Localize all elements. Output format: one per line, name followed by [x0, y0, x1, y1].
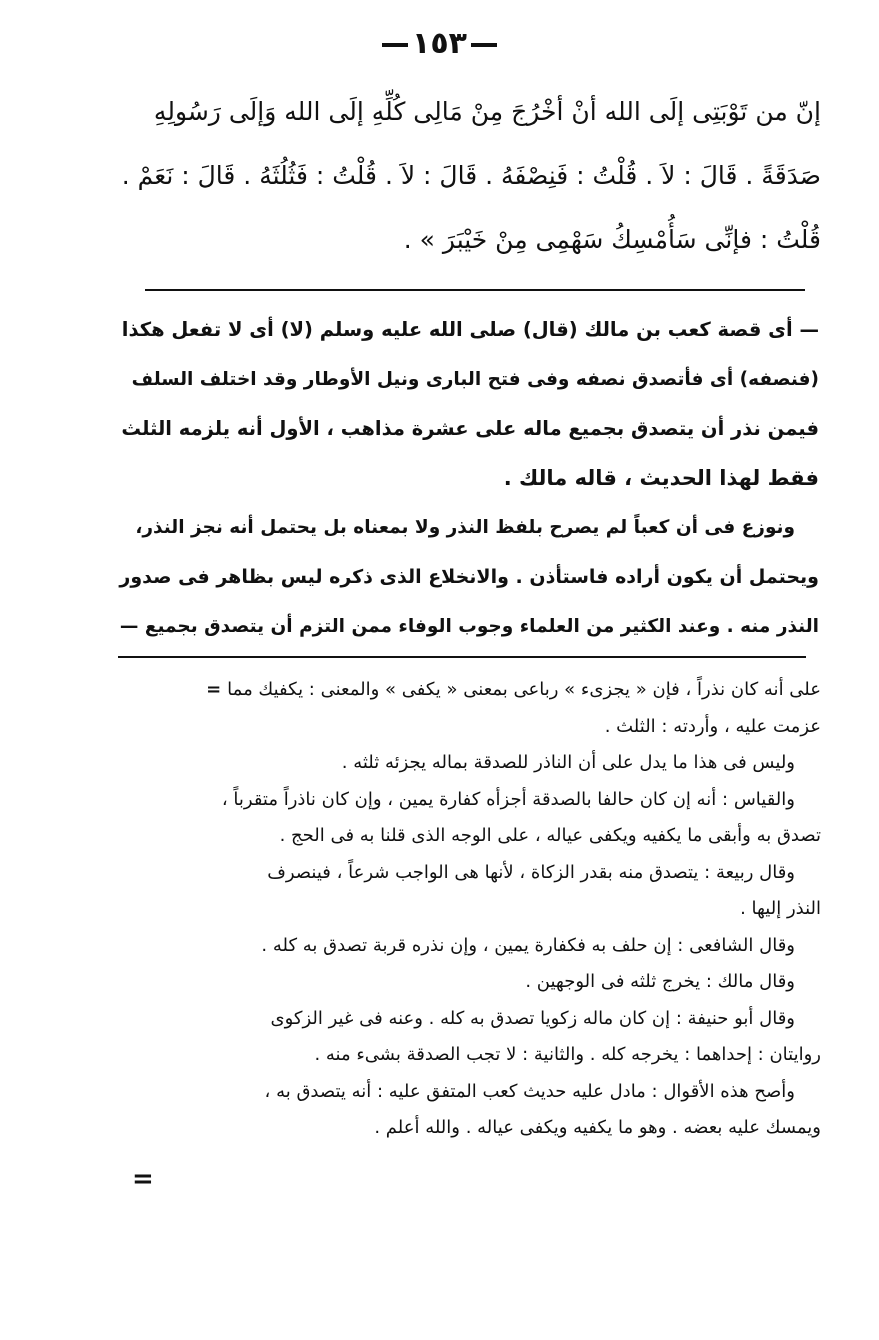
footnote-line: وأصح هذه الأقوال : مادل عليه حديث كعب المتفق عليه : أنه يتصدق به ، [264, 1080, 795, 1102]
hadith-text [121, 80, 821, 272]
footnote-text-span: على أنه كان نذراً ، فإن « يجزىء » رباعى بمعنى « يكفى » والمعنى : يكفيك مما [227, 679, 821, 700]
section-divider [145, 289, 805, 291]
commentary-line: فيمن نذر أن يتصدق بجميع ماله على عشرة مذاهب ، الأول أنه يلزمه الثلث [121, 417, 819, 440]
footnote-line: والقياس : أنه إن كان حالفا بالصدقة أجزأه كفارة يمين ، وإن كان ناذراً متقرباً ، [221, 788, 795, 810]
commentary-line: ويحتمل أن يكون أراده فاستأذن . والانخلاع الذى ذكره ليس بظاهر فى صدور [119, 565, 819, 588]
footnote-line: عزمت عليه ، وأردته : الثلث . [604, 715, 821, 737]
footnote-line: وقال الشافعى : إن حلف به فكفارة يمين ، وإن نذره قربة تصدق به كله . [261, 934, 795, 956]
page-number-dash-left [382, 43, 408, 47]
continuation-mark: = [206, 679, 222, 700]
page-number-text: ١٥٣ [412, 26, 467, 61]
hadith-line: قُلْتُ : فإنِّى سَأُمْسِكُ سَهْمِى مِنْ خَيْبَرَ » . [403, 225, 821, 254]
footnote-line: وقال أبو حنيفة : إن كان ماله زكويا تصدق به كله . وعنه فى غير الزكوى [270, 1007, 795, 1029]
footnote-line: ويمسك عليه بعضه . وهو ما يكفيه ويكفى عياله . والله أعلم . [374, 1117, 821, 1138]
commentary-line: ونوزع فى أن كعباً لم يصرح بلفظ النذر ولا بمعناه بل يحتمل أنه نجز النذر، [135, 517, 795, 538]
commentary-line: — أى قصة كعب بن مالك (قال) صلى الله عليه وسلم (لا) أى لا تفعل هكذا [121, 318, 819, 341]
page-number [0, 26, 879, 62]
footnote-divider [118, 656, 806, 658]
footnote-line: وقال مالك : يخرج ثلثه فى الوجهين . [525, 971, 795, 992]
commentary-line: فقط لهذا الحديث ، قاله مالك . [503, 465, 819, 490]
continuation-end-mark: = [132, 1164, 154, 1194]
hadith-line: صَدَقَةً . قَالَ : لاَ . قُلْتُ : فَنِصْفَهُ . قَالَ : لاَ . قُلْتُ : فَثُلُثَهُ . قَالَ : نَعَمْ . [121, 161, 821, 190]
footnote-line: تصدق به وأبقى ما يكفيه ويكفى عياله ، على الوجه الذى قلنا به فى الحج . [279, 825, 821, 846]
hadith-line: إنّ من تَوْبَتِى إلَى الله أنْ أخْرُجَ مِنْ مَالِى كُلِّهِ إلَى الله وَإلَى رَسُولِهِ [153, 97, 821, 126]
footnote-line: وقال ربيعة : يتصدق منه بقدر الزكاة ، لأنها هى الواجب شرعاً ، فينصرف [267, 861, 795, 883]
page-number-dash-right [471, 43, 497, 47]
footnote-line: وليس فى هذا ما يدل على أن الناذر للصدقة بماله يجزئه ثلثه . [341, 752, 795, 773]
footnote-text [101, 672, 821, 1147]
commentary-line: (فنصفه) أى فأتصدق نصفه وفى فتح البارى ونيل الأوطار وقد اختلف السلف [131, 368, 819, 390]
footnote-line: روايتان : إحداهما : يخرجه كله . والثانية : لا تجب الصدقة بشىء منه . [314, 1044, 821, 1065]
commentary-line: النذر منه . وعند الكثير من العلماء وجوب الوفاء ممن التزم أن يتصدق بجميع — [119, 616, 819, 637]
footnote-line [101, 672, 821, 709]
commentary-text [119, 305, 819, 652]
footnote-line: النذر إليها . [740, 898, 821, 919]
